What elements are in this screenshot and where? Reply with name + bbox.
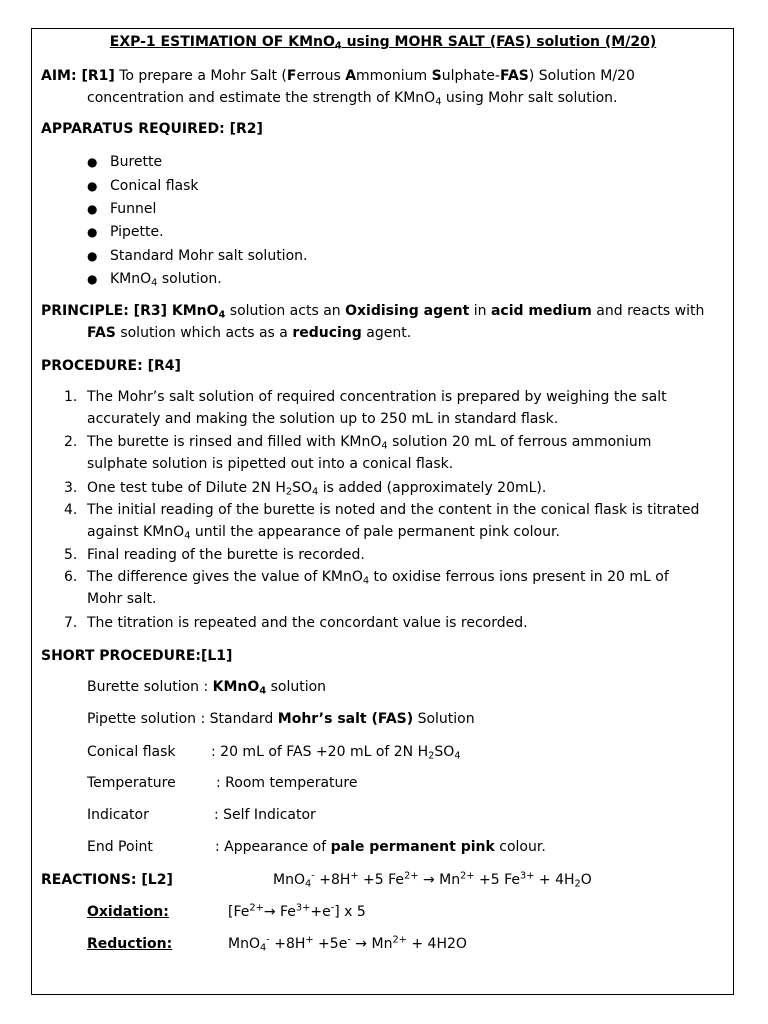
conical-flask-label: Conical flask	[87, 744, 176, 760]
list-item: ● Conical flask	[87, 178, 199, 194]
list-item: ● Standard Mohr salt solution.	[87, 248, 308, 264]
principle-line-2: FAS solution which acts as a reducing agent.	[87, 325, 412, 341]
procedure-step: 5. Final reading of the burette is recorded.	[64, 547, 365, 563]
aim-line-1: AIM: [R1] To prepare a Mohr Salt (Ferrous Ammonium Sulphate-FAS) Solution M/20	[41, 68, 635, 84]
temperature-value: : Room temperature	[216, 775, 358, 791]
list-item: ● Burette	[87, 154, 163, 170]
oxidation-label: Oxidation:	[87, 904, 169, 920]
short-procedure-heading: SHORT PROCEDURE:[L1]	[41, 648, 233, 664]
procedure-step: 4. The initial reading of the burette is noted and the content in the conical flask is titrated against KMnO$_4$ until the appearance of pale permanent pink colour.	[64, 502, 700, 542]
list-item: ● Funnel	[87, 201, 157, 217]
procedure-step: 6. The difference gives the value of KMnO$_4$ to oxidise ferrous ions present in 20 mL of Mohr salt.	[64, 569, 669, 607]
arrow-icon: →	[418, 872, 440, 888]
conical-flask-value: : 20 mL of FAS +20 mL of 2N $H_2SO_4$	[211, 744, 461, 762]
aim-line-2: concentration and estimate the strength of KMnO$_4$ using Mohr salt solution.	[87, 90, 618, 108]
reduction-label: Reduction:	[87, 936, 173, 952]
pipette-row: Pipette solution : Standard Mohr’s salt (FAS) Solution	[87, 711, 475, 727]
end-point-label: End Point	[87, 839, 153, 855]
procedure-step: 1. The Mohr’s salt solution of required concentration is prepared by weighing the salt accurately and making the solution up to 250 mL in standard flask.	[64, 389, 667, 427]
oxidation-reaction: $[Fe^{2+}\to Fe^{3+}+e^-]$ x 5	[228, 902, 366, 920]
arrow-icon: →	[350, 936, 372, 952]
list-item: ● Pipette.	[87, 224, 164, 240]
reduction-reaction: $MnO_4^- +8H^+ +5e^- \to Mn^{2+} + 4H2O$	[228, 934, 467, 954]
arrow-icon: →	[263, 904, 281, 920]
procedure-heading: PROCEDURE: [R4]	[41, 358, 181, 374]
procedure-step: 3. One test tube of Dilute 2N $H_2SO_4$ is added (approximately 20mL).	[64, 480, 547, 498]
overall-reaction: MnO$_4$- +8H+ +5 $Fe^{2+} \to Mn^{2+} +5$ $Fe^{3+} + 4H_2O$	[273, 870, 592, 890]
burette-row: Burette solution : KMnO$_4$ solution	[87, 679, 327, 697]
procedure-step: 2. The burette is rinsed and filled with KMnO$_4$ solution 20 mL of ferrous ammonium sulphate solution is pipetted out into a conical flask.	[64, 434, 652, 472]
indicator-value: : Self Indicator	[214, 807, 316, 823]
procedure-step: 7. The titration is repeated and the concordant value is recorded.	[64, 615, 528, 631]
apparatus-heading: APPARATUS REQUIRED: [R2]	[41, 121, 263, 137]
indicator-label: Indicator	[87, 807, 149, 823]
reactions-heading: REACTIONS: [L2]	[41, 872, 173, 888]
end-point-value: : Appearance of pale permanent pink colour.	[215, 839, 546, 855]
temperature-label: Temperature	[87, 775, 176, 791]
list-item: ● KMnO$_4$ solution.	[87, 271, 222, 289]
principle-line-1: PRINCIPLE: [R3] KMnO$_4$ solution acts an Oxidising agent in acid medium and reacts with	[41, 303, 705, 321]
document-title: EXP-1 ESTIMATION OF KMnO$_4$ using MOHR SALT (FAS) solution (M/20)	[109, 34, 657, 52]
